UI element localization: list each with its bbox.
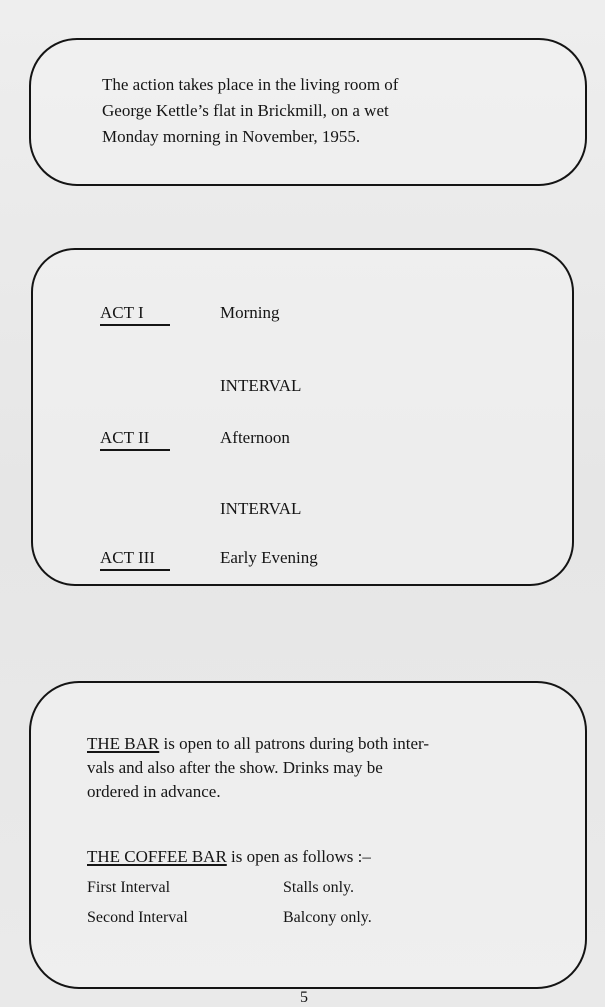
setting-line: George Kettle’s flat in Brickmill, on a wet — [102, 101, 389, 120]
bar-notice — [87, 732, 547, 804]
act-row-1 — [100, 303, 280, 323]
setting-description — [102, 72, 502, 150]
coffee-bar-where: Stalls only. — [283, 879, 354, 896]
act-time: Early Evening — [220, 548, 318, 567]
interval-1: INTERVAL — [220, 376, 302, 395]
coffee-bar-heading: THE COFFEE BAR — [87, 847, 227, 866]
bar-info-box — [29, 681, 587, 989]
coffee-bar-intro: is open as follows :– — [226, 847, 371, 866]
act-underline — [100, 569, 170, 571]
coffee-bar-where: Balcony only. — [283, 909, 372, 926]
act-time: Afternoon — [220, 428, 290, 447]
setting-line: The action takes place in the living room of — [102, 75, 399, 94]
act-label: ACT II — [100, 428, 220, 448]
setting-line: Monday morning in November, 1955. — [102, 127, 361, 146]
bar-text: is open to all patrons during both inter- — [159, 734, 429, 753]
act-label: ACT I — [100, 303, 220, 323]
coffee-bar-when: First Interval — [87, 879, 171, 896]
acts-box — [31, 248, 574, 586]
act-row-3 — [100, 548, 318, 568]
act-underline — [100, 449, 170, 451]
bar-line: ordered in advance. — [87, 782, 221, 801]
act-row-2 — [100, 428, 290, 448]
bar-heading: THE BAR — [87, 734, 160, 753]
act-time: Morning — [220, 303, 280, 322]
coffee-bar-row — [87, 909, 372, 927]
bar-line — [87, 732, 547, 756]
coffee-bar-when: Second Interval — [87, 909, 188, 926]
coffee-bar-row — [87, 879, 354, 897]
coffee-bar-heading-line — [87, 847, 371, 867]
act-underline — [100, 324, 170, 326]
act-label: ACT III — [100, 548, 220, 568]
interval-2: INTERVAL — [220, 499, 302, 518]
bar-line: vals and also after the show. Drinks may be — [87, 758, 383, 777]
page-number: 5 — [300, 989, 308, 1006]
